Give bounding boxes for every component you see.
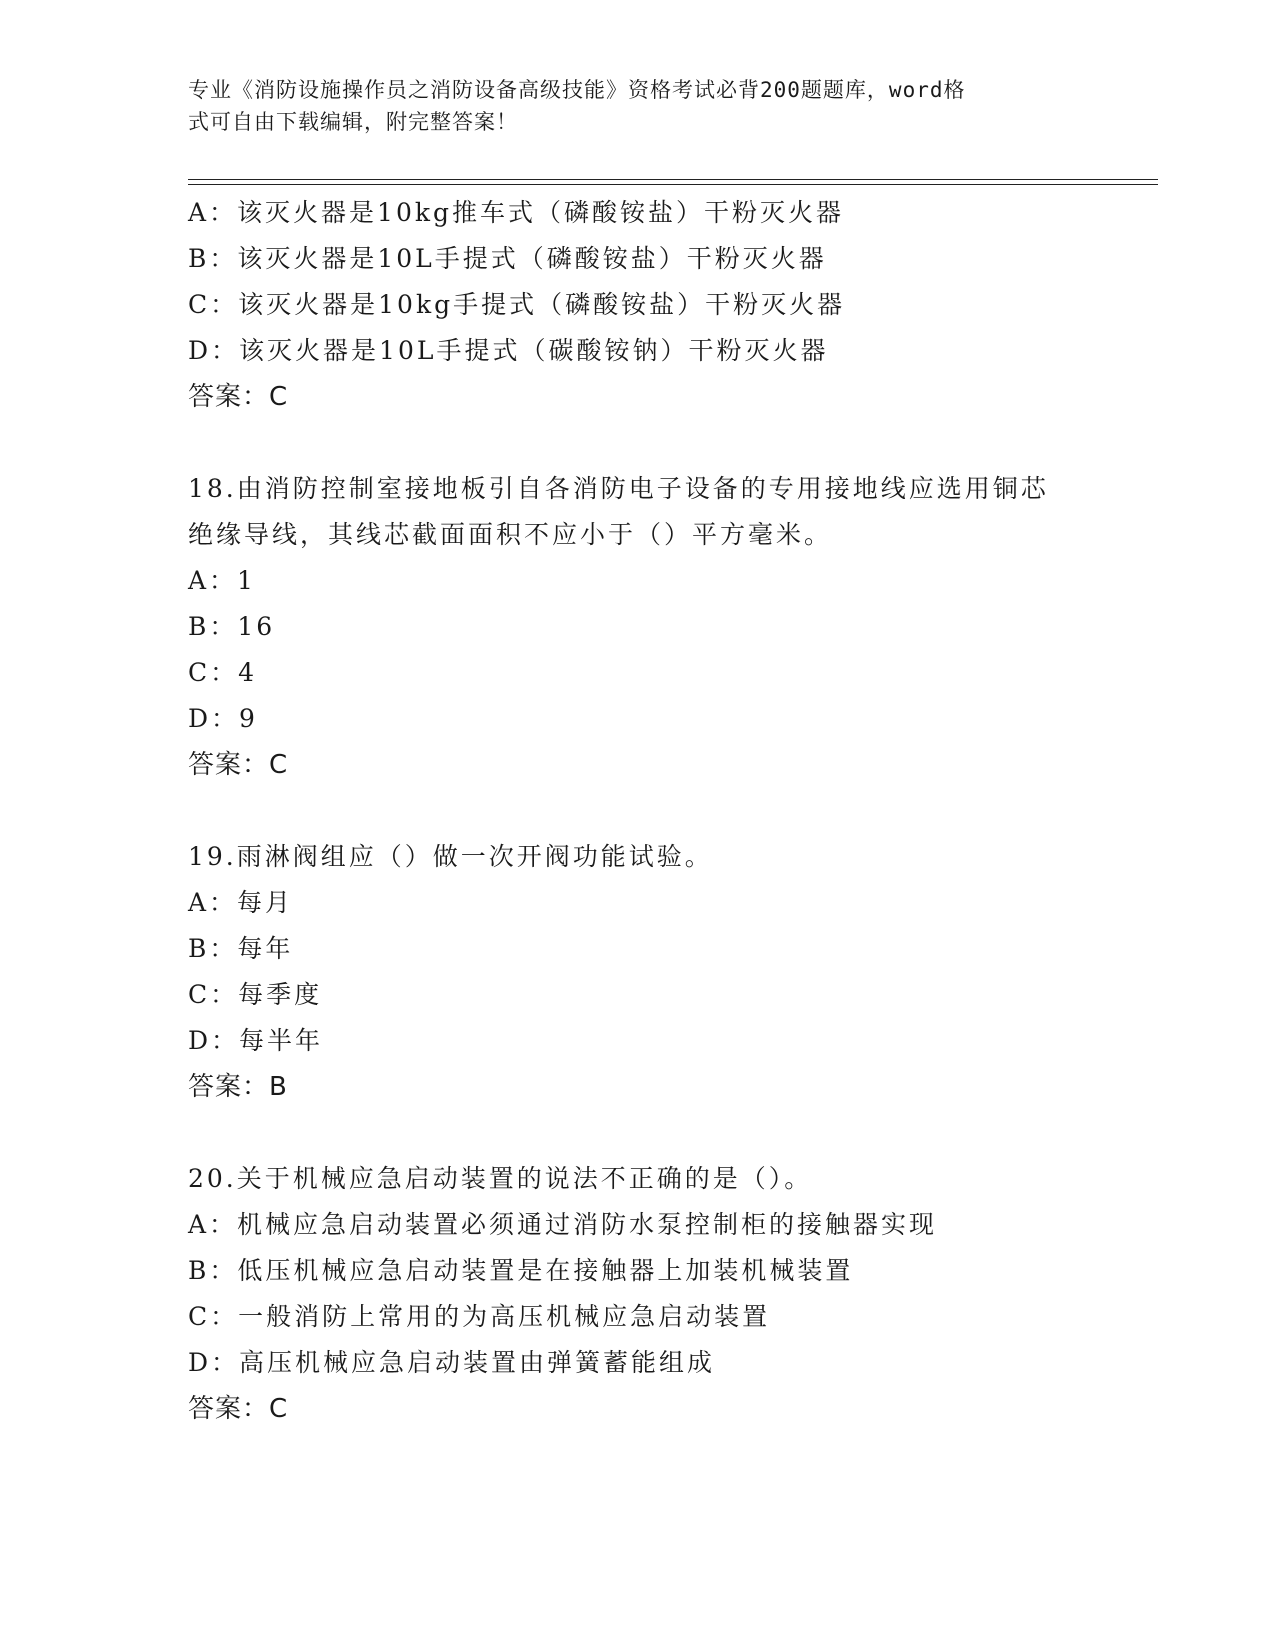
option-b: B：16 — [188, 612, 276, 641]
question-spacer — [188, 420, 1088, 466]
question-list — [188, 190, 1088, 1432]
option-b: B：该灭火器是10L手提式（磷酸铵盐）干粉灭火器 — [188, 244, 827, 273]
question-stem-line-1: 19.雨淋阀组应（）做一次开阀功能试验。 — [188, 842, 713, 871]
option-a: A：1 — [188, 566, 256, 595]
answer-line: 答案：C — [188, 750, 289, 780]
answer-line: 答案：C — [188, 382, 289, 412]
header-line-2: 式可自由下载编辑，附完整答案！ — [188, 110, 518, 134]
option-c: C：4 — [188, 658, 258, 687]
option-c: C：每季度 — [188, 980, 323, 1009]
question-spacer — [188, 788, 1088, 834]
header-line-1: 专业《消防设施操作员之消防设备高级技能》资格考试必背200题题库，word格 — [188, 78, 966, 102]
question-19 — [188, 834, 1088, 1110]
option-a: A：该灭火器是10kg推车式（磷酸铵盐）干粉灭火器 — [188, 198, 845, 227]
question-stem-line-1: 20.关于机械应急启动装置的说法不正确的是（）。 — [188, 1164, 813, 1193]
option-b: B：每年 — [188, 934, 294, 963]
option-d: D：该灭火器是10L手提式（碳酸铵钠）干粉灭火器 — [188, 336, 829, 365]
option-d: D：9 — [188, 704, 258, 733]
option-d: D：高压机械应急启动装置由弹簧蓄能组成 — [188, 1348, 716, 1377]
header-divider-top — [188, 179, 1158, 180]
option-b: B：低压机械应急启动装置是在接触器上加装机械装置 — [188, 1256, 854, 1285]
answer-line: 答案：B — [188, 1072, 288, 1102]
question-spacer — [188, 1110, 1088, 1156]
question-18 — [188, 466, 1088, 788]
option-a: A：机械应急启动装置必须通过消防水泵控制柜的接触器实现 — [188, 1210, 938, 1239]
question-17 — [188, 190, 1088, 420]
header-divider-bottom — [188, 184, 1158, 185]
option-c: C：该灭火器是10kg手提式（磷酸铵盐）干粉灭火器 — [188, 290, 846, 319]
question-stem-line-2: 绝缘导线，其线芯截面面积不应小于（）平方毫米。 — [188, 520, 833, 549]
document-header — [188, 74, 1068, 138]
option-d: D：每半年 — [188, 1026, 324, 1055]
option-c: C：一般消防上常用的为高压机械应急启动装置 — [188, 1302, 771, 1331]
question-20 — [188, 1156, 1088, 1432]
option-a: A：每月 — [188, 888, 294, 917]
question-stem-line-1: 18.由消防控制室接地板引自各消防电子设备的专用接地线应选用铜芯 — [188, 474, 1049, 503]
answer-line: 答案：C — [188, 1394, 289, 1424]
